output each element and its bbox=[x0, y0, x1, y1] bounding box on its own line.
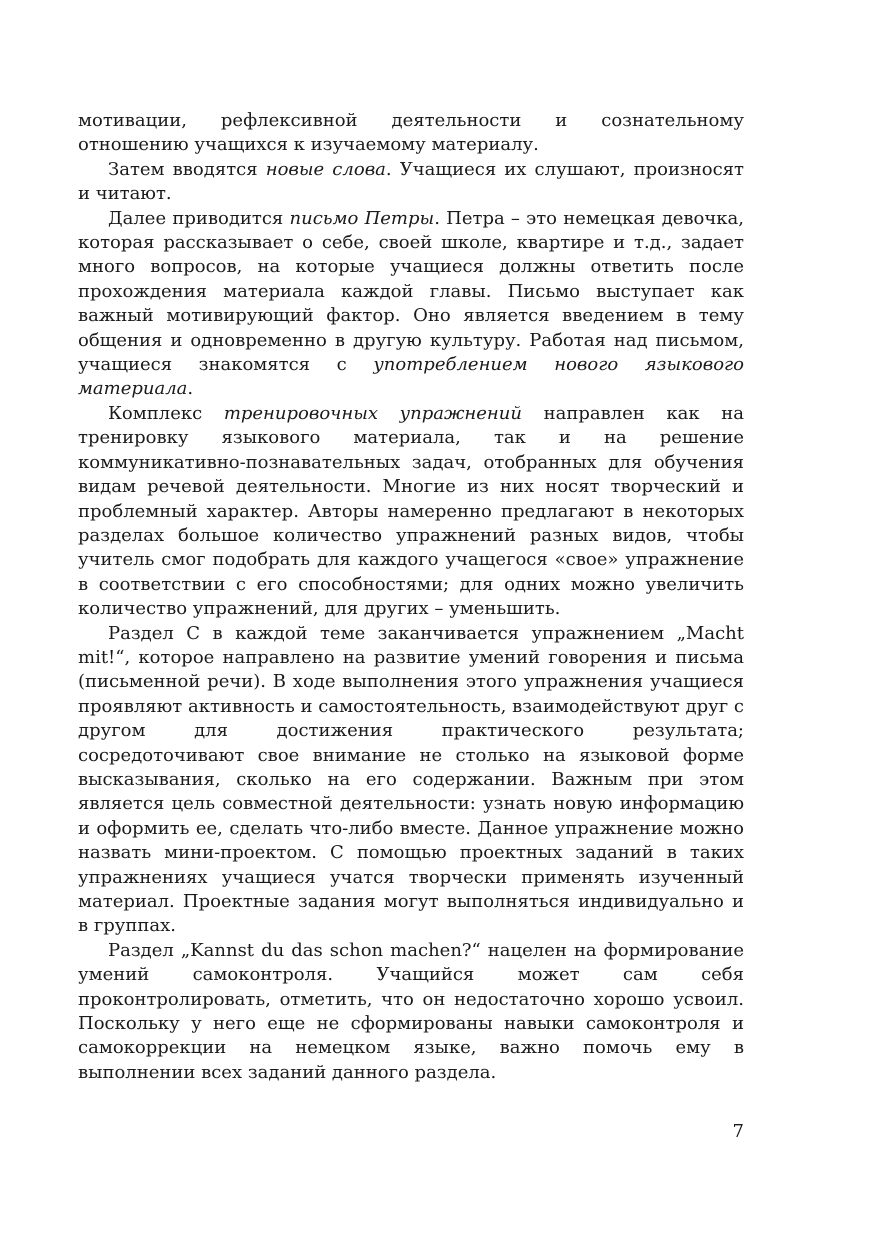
paragraph-3-text-c: . bbox=[187, 378, 194, 400]
paragraph-3-italic-new-material: употреблением нового языкового материала bbox=[78, 354, 744, 400]
paragraph-4-text-b: направлен как на тренировку языкового материала, так и на решение коммуникативно-познавательных задач, отобранных для обучения видам речевой деятельности. Многие из них носят творческий и проблемный характер. Авторы намеренно предлагают в некоторых разделах большое количество упражнений разных видов, чтобы учитель смог подобрать для каждого учащегося «свое» упражнение в соответствии с его способностями; для одних можно увеличить количество упражнений, для других – уменьшить. bbox=[78, 402, 744, 620]
paragraph-3-italic-petra-letter: письмо Петры bbox=[289, 207, 435, 229]
paragraph-2-italic-new-words: новые слова bbox=[265, 158, 386, 180]
paragraph-3-text-a: Далее приводится bbox=[108, 207, 290, 229]
page-number: 7 bbox=[732, 1121, 744, 1142]
page-body bbox=[78, 109, 744, 1085]
paragraph-2 bbox=[78, 158, 744, 207]
paragraph-6 bbox=[78, 939, 744, 1085]
paragraph-3 bbox=[78, 207, 744, 402]
paragraph-2-text-a: Затем вводятся bbox=[108, 158, 266, 180]
paragraph-1-text: мотивации, рефлексивной деятельности и сознательному отношению учащихся к изучаемому материалу. bbox=[78, 110, 744, 156]
paragraph-2-text-b: . Учащиеся их слушают, произносят и читают. bbox=[78, 158, 744, 205]
paragraph-4 bbox=[78, 402, 744, 622]
paragraph-5 bbox=[78, 622, 744, 939]
paragraph-4-text-a: Комплекс bbox=[108, 402, 224, 424]
paragraph-6-text: Раздел „Kannst du das schon machen?“ нацелен на формирование умений самоконтроля. Учащийся может сам себя проконтролировать, отметить, что он недостаточно хорошо усвоил. Поскольку у него еще не сформированы навыки самоконтроля и самокоррекции на немецком языке, важно помочь ему в выполнении всех заданий данного раздела. bbox=[78, 939, 744, 1083]
paragraph-4-italic-training-exercises: тренировочных упражнений bbox=[223, 402, 522, 424]
paragraph-5-text: Раздел С в каждой теме заканчивается упражнением „Macht mit!“, которое направлено на развитие умений говорения и письма (письменной речи). В ходе выполнения этого упражнения учащиеся проявляют активность и самостоятельность, взаимодействуют друг с другом для достижения практического результата; сосредоточивают свое внимание не столько на языковой форме высказывания, сколько на его содержании. Важным при этом является цель совместной деятельности: узнать новую информацию и оформить ее, сделать что-либо вместе. Данное упражнение можно назвать мини-проектом. С помощью проектных заданий в таких упражнениях учащиеся учатся творчески применять изученный материал. Проектные задания могут выполняться индивидуально и в группах. bbox=[78, 622, 744, 937]
paragraph-1 bbox=[78, 109, 744, 158]
paragraph-3-text-b: . Петра – это немецкая девочка, которая рассказывает о себе, своей школе, квартире и т.д., задает много вопросов, на которые учащиеся должны ответить после прохождения материала каждой главы. Письмо выступает как важный мотивирующий фактор. Оно является введением в тему общения и одновременно в другую культуру. Работая над письмом, учащиеся знакомятся с bbox=[78, 207, 744, 376]
